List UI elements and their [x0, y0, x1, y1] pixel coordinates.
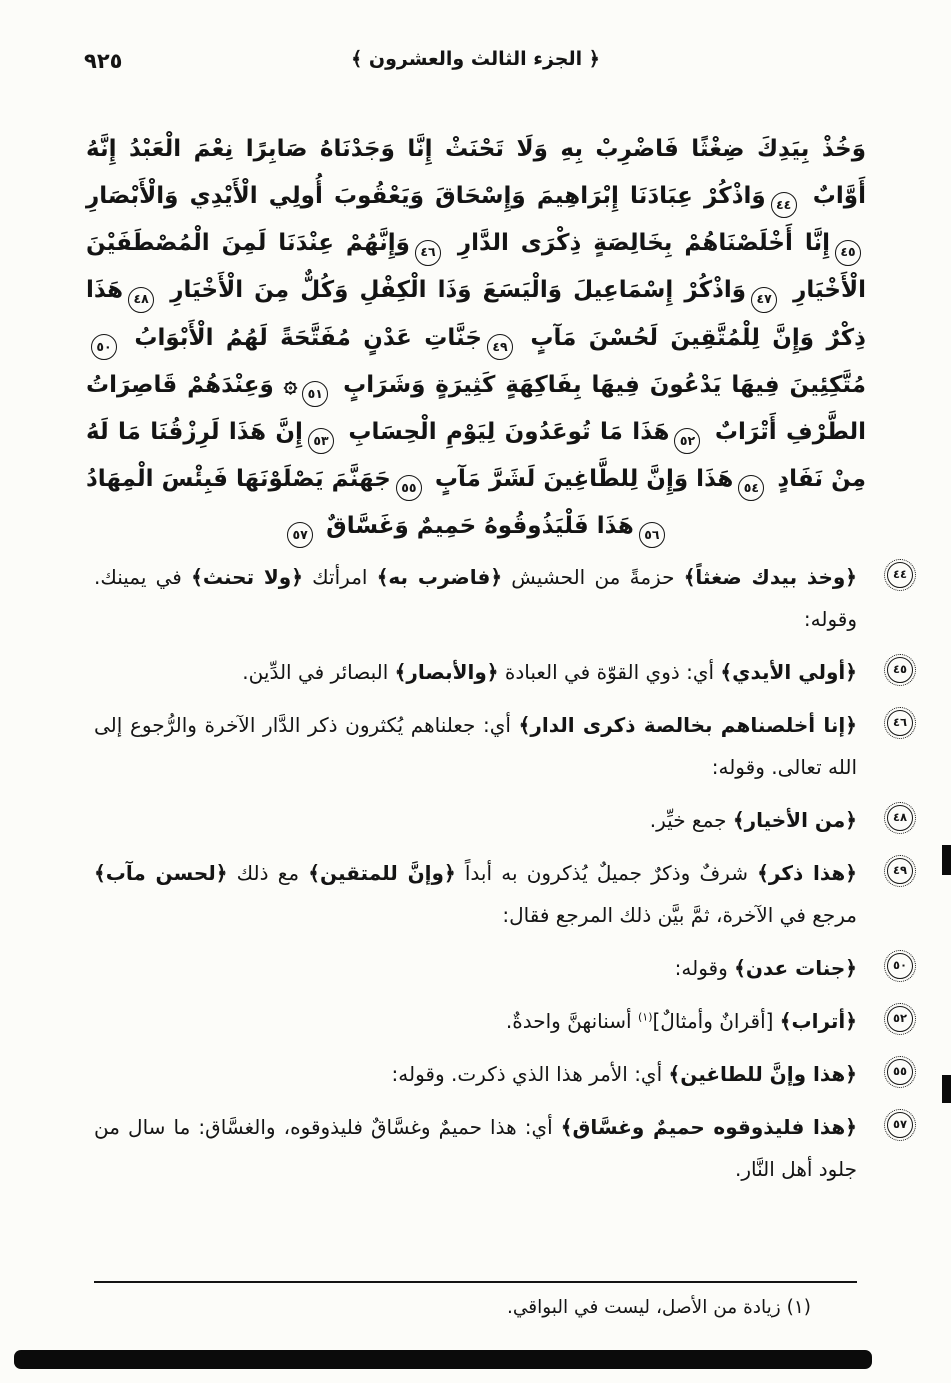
explanation-text: مع ذلك [227, 861, 309, 885]
quran-block [86, 126, 866, 550]
commentary-item [94, 947, 908, 989]
quran-verse-text: وَإِنَّهُمْ عِنْدَنَا لَمِنَ الْمُصْطَفَيْنَ الْأَخْيَارِ [86, 230, 867, 304]
ayah-number: ٥٥ [396, 475, 422, 501]
explanation-text: أي: جعلناهم يُكثرون ذكر الدَّار الآخرة والرُّجوع إلى الله تعالى. وقوله: [94, 713, 857, 779]
quran-verse-text: جَنَّاتِ عَدْنٍ مُفَتَّحَةً لَهُمُ الْأَبْوَابُ [122, 324, 482, 351]
footnote-marker: (١) [637, 1010, 653, 1024]
explanation-text: مرجع في الآخرة، ثمَّ بيَّن ذلك المرجع فقال: [502, 903, 857, 927]
footnote-divider [94, 1281, 857, 1283]
quran-verse-text: مُتَّكِئِينَ فِيهَا يَدْعُونَ فِيهَا بِفَاكِهَةٍ كَثِيرَةٍ وَشَرَابٍ [333, 371, 866, 398]
quoted-verse-phrase: ﴿هذا فليذوقوه حميمٌ وغسَّاق﴾ [560, 1115, 857, 1139]
explanation-text: أي: ذوي القوّة في العبادة [498, 660, 721, 684]
quoted-verse-phrase: ﴿هذا ذكر﴾ [757, 861, 857, 885]
quran-verse-text: هَذَا ذِكْرٌ وَإِنَّ لِلْمُتَّقِينَ لَحُسْنَ مَآبٍ [86, 277, 866, 351]
quoted-verse-phrase: ﴿والأبصار﴾ [394, 660, 499, 684]
quran-verse-text: إِنَّ هَذَا لَرِزْقُنَا مَا لَهُ مِنْ نَفَادٍ [86, 418, 867, 492]
explanation-text: [أقرانٌ وأمثالٌ] [652, 1009, 780, 1033]
quran-verse-text: وَخُذْ بِيَدِكَ ضِغْثًا فَاضْرِبْ بِهِ وَلَا تَحْنَثْ إِنَّا وَجَدْنَاهُ صَابِرًا نِعْمَ الْعَبْدُ إِنَّهُ أَوَّابٌ [86, 136, 866, 210]
quoted-verse-phrase: ﴿ولا تحنث﴾ [191, 565, 303, 589]
commentary-text [94, 861, 857, 927]
scan-artifact-edge-2 [942, 1075, 951, 1103]
footnote-text: (١) زيادة من الأصل، ليست في البواقي. [506, 1297, 811, 1318]
quoted-verse-phrase: ﴿هذا وإنَّ للطاغين﴾ [668, 1062, 857, 1086]
commentary-text [242, 660, 857, 684]
commentary-item [94, 704, 908, 788]
scan-artifact-bottom-bar [14, 1350, 872, 1369]
quran-verse-text: هَذَا مَا تُوعَدُونَ لِيَوْمِ الْحِسَابِ [338, 418, 670, 445]
quoted-verse-phrase: ﴿جنات عدن﴾ [734, 956, 857, 980]
ayah-number: ٤٧ [751, 287, 777, 313]
ayah-number: ٤٨ [128, 287, 154, 313]
quoted-verse-phrase: ﴿وإنَّ للمتقين﴾ [308, 861, 456, 885]
ayah-number: ٥٣ [308, 428, 334, 454]
quran-verse-text: ۞ وَعِنْدَهُمْ قَاصِرَاتُ الطَّرْفِ أَتْرَابٌ [86, 371, 866, 445]
explanation-text: حزمةً من الحشيش [502, 565, 684, 589]
verse-marker-medallion: ٤٦ [887, 710, 913, 736]
header-title: ﴿ الجزء الثالث والعشرون ﴾ [351, 48, 600, 70]
commentary-item [94, 651, 908, 693]
explanation-text: أي: الأمر هذا الذي ذكرت. وقوله: [391, 1062, 669, 1086]
explanation-text: في يمينك. وقوله: [94, 565, 857, 631]
ayah-number: ٥٦ [639, 522, 665, 548]
scan-artifact-edge-1 [942, 845, 951, 875]
quoted-verse-phrase: ﴿لحسن مآب﴾ [94, 861, 228, 885]
quran-verse-text: هَذَا فَلْيَذُوقُوهُ حَمِيمٌ وَغَسَّاقٌ [318, 513, 634, 540]
quran-verse-text: هَذَا وَإِنَّ لِلطَّاغِينَ لَشَرَّ مَآبٍ [426, 465, 734, 492]
quoted-verse-phrase: ﴿من الأخيار﴾ [732, 808, 857, 832]
quoted-verse-phrase: ﴿فاضرب به﴾ [376, 565, 503, 589]
explanation-text: أي: هذا حميمٌ وغسَّاقٌ فليذوقوه، والغسَّاق: ما سال من جلود أهل النَّار. [94, 1115, 857, 1181]
ayah-number: ٥٤ [738, 475, 764, 501]
quran-verse-text: وَاذْكُرْ عِبَادَنَا إِبْرَاهِيمَ وَإِسْحَاقَ وَيَعْقُوبَ أُولِي الْأَيْدِي وَالْأَبْصَارِ [86, 183, 766, 210]
commentary-item [94, 852, 908, 936]
commentary-text [392, 1062, 857, 1086]
commentary-text [94, 713, 857, 779]
verse-marker-medallion: ٤٤ [887, 562, 913, 588]
verse-marker-medallion: ٥٥ [887, 1059, 913, 1085]
ayah-number: ٤٦ [415, 240, 441, 266]
commentary-text [94, 1115, 857, 1181]
commentary-text [94, 565, 857, 631]
ayah-number: ٥٠ [91, 334, 117, 360]
quran-verse-text: وَاذْكُرْ إِسْمَاعِيلَ وَالْيَسَعَ وَذَا الْكِفْلِ وَكُلٌّ مِنَ الْأَخْيَارِ [159, 277, 747, 304]
ayah-number: ٤٩ [487, 334, 513, 360]
quoted-verse-phrase: ﴿أولي الأيدي﴾ [720, 660, 857, 684]
quoted-verse-phrase: ﴿أتراب﴾ [779, 1009, 857, 1033]
commentary-item [94, 1106, 908, 1190]
page-header [0, 48, 951, 82]
explanation-text: شرفٌ وذكرٌ جميلٌ يُذكرون به أبداً [455, 861, 758, 885]
verse-marker-medallion: ٤٨ [887, 805, 913, 831]
ayah-number: ٤٥ [835, 240, 861, 266]
commentary-text [675, 956, 857, 980]
commentary-item [94, 799, 908, 841]
quoted-verse-phrase: ﴿وخذ بيدك ضغثاً﴾ [683, 565, 858, 589]
commentary-item [94, 1000, 908, 1042]
quran-verse-text: جَهَنَّمَ يَصْلَوْنَهَا فَبِئْسَ الْمِهَادُ [86, 465, 391, 492]
ayah-number: ٥٧ [287, 522, 313, 548]
verse-marker-medallion: ٥٢ [887, 1006, 913, 1032]
page-number: ٩٢٥ [84, 49, 123, 73]
verse-marker-medallion: ٥٠ [887, 953, 913, 979]
quran-verse-text: إِنَّا أَخْلَصْنَاهُمْ بِخَالِصَةٍ ذِكْرَى الدَّارِ [445, 230, 830, 257]
ayah-number: ٤٤ [771, 192, 797, 218]
ayah-number: ٥٢ [674, 428, 700, 454]
explanation-text: أسنانهنَّ واحدةٌ. [505, 1009, 638, 1033]
explanation-text: امرأتك [302, 565, 377, 589]
ayah-number: ٥١ [302, 381, 328, 407]
verse-marker-medallion: ٤٥ [887, 657, 913, 683]
explanation-text: البصائر في الدِّين. [242, 660, 395, 684]
commentary-item [94, 1053, 908, 1095]
quran-text [86, 126, 866, 550]
verse-marker-medallion: ٤٩ [887, 858, 913, 884]
commentary-list [94, 556, 908, 1201]
verse-marker-medallion: ٥٧ [887, 1112, 913, 1138]
commentary-text [506, 1009, 857, 1033]
quoted-verse-phrase: ﴿إنا أخلصناهم بخالصة ذكرى الدار﴾ [518, 713, 857, 737]
commentary-item [94, 556, 908, 640]
explanation-text: جمع خيِّر. [649, 808, 733, 832]
explanation-text: وقوله: [674, 956, 735, 980]
commentary-text [650, 808, 857, 832]
